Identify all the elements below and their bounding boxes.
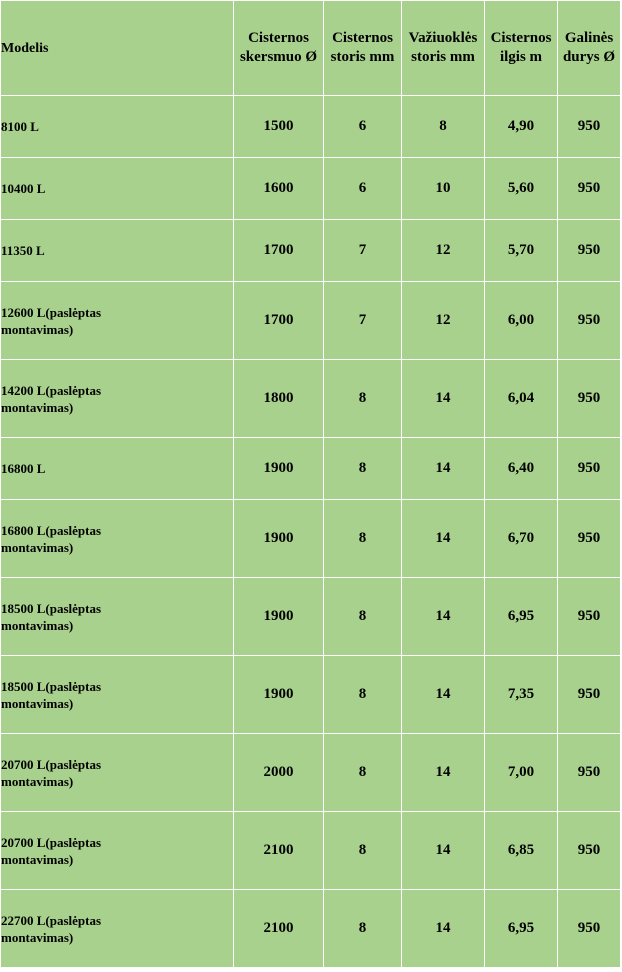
header-model: Modelis [1,1,234,96]
cell-chassis-thickness: 10 [402,158,485,220]
cell-tank-length: 7,35 [485,656,558,734]
cell-tank-length: 7,00 [485,734,558,812]
cell-rear-door: 950 [558,96,621,158]
cell-chassis-thickness: 14 [402,890,485,968]
table-row [1,220,621,282]
cell-rear-door: 950 [558,656,621,734]
cell-tank-diameter: 1500 [234,96,324,158]
cell-chassis-thickness: 14 [402,734,485,812]
cell-chassis-thickness: 14 [402,500,485,578]
cell-tank-thickness: 8 [324,656,402,734]
cell-chassis-thickness: 14 [402,438,485,500]
cell-chassis-thickness: 12 [402,220,485,282]
cell-rear-door: 950 [558,438,621,500]
cell-tank-diameter: 1900 [234,438,324,500]
cell-tank-diameter: 1900 [234,578,324,656]
cell-tank-length: 6,00 [485,282,558,360]
cell-rear-door: 950 [558,578,621,656]
cell-rear-door: 950 [558,812,621,890]
table-body [1,96,621,968]
table-row [1,578,621,656]
cell-tank-thickness: 6 [324,96,402,158]
cell-model: 16800 L(paslėptas montavimas) [1,500,234,578]
cell-tank-diameter: 1800 [234,360,324,438]
cell-rear-door: 950 [558,220,621,282]
cell-model: 22700 L(paslėptas montavimas) [1,890,234,968]
cell-tank-thickness: 7 [324,282,402,360]
cell-tank-diameter: 1600 [234,158,324,220]
cell-tank-length: 6,95 [485,890,558,968]
cell-chassis-thickness: 8 [402,96,485,158]
cell-tank-thickness: 8 [324,890,402,968]
cell-model: 11350 L [1,220,234,282]
cell-tank-thickness: 7 [324,220,402,282]
cell-rear-door: 950 [558,282,621,360]
header-row [1,1,621,96]
table-row [1,500,621,578]
cell-model: 18500 L(paslėptas montavimas) [1,656,234,734]
header-rear-door: Galinės durys Ø [558,1,621,96]
table-row [1,438,621,500]
cell-rear-door: 950 [558,360,621,438]
cell-chassis-thickness: 14 [402,812,485,890]
cell-rear-door: 950 [558,890,621,968]
cell-rear-door: 950 [558,158,621,220]
cell-model: 16800 L [1,438,234,500]
cell-chassis-thickness: 12 [402,282,485,360]
cell-chassis-thickness: 14 [402,578,485,656]
cell-tank-diameter: 1900 [234,500,324,578]
cell-chassis-thickness: 14 [402,656,485,734]
cell-tank-diameter: 2100 [234,890,324,968]
table-row [1,360,621,438]
cell-tank-length: 6,40 [485,438,558,500]
cell-tank-length: 6,85 [485,812,558,890]
cell-tank-diameter: 2100 [234,812,324,890]
table-row [1,158,621,220]
cell-tank-length: 5,60 [485,158,558,220]
cell-tank-length: 6,70 [485,500,558,578]
cell-model: 18500 L(paslėptas montavimas) [1,578,234,656]
cell-model: 20700 L(paslėptas montavimas) [1,812,234,890]
cell-tank-thickness: 8 [324,812,402,890]
cell-tank-length: 6,04 [485,360,558,438]
cell-tank-thickness: 8 [324,500,402,578]
cell-rear-door: 950 [558,500,621,578]
cell-tank-diameter: 2000 [234,734,324,812]
table-row [1,656,621,734]
cell-model: 10400 L [1,158,234,220]
table-row [1,96,621,158]
cell-tank-diameter: 1700 [234,220,324,282]
cell-tank-thickness: 8 [324,438,402,500]
cell-model: 14200 L(paslėptas montavimas) [1,360,234,438]
cell-model: 20700 L(paslėptas montavimas) [1,734,234,812]
table-row [1,282,621,360]
cell-tank-thickness: 8 [324,360,402,438]
table-row [1,734,621,812]
cell-rear-door: 950 [558,734,621,812]
cell-tank-length: 6,95 [485,578,558,656]
header-chassis-thickness: Važiuoklės storis mm [402,1,485,96]
cell-chassis-thickness: 14 [402,360,485,438]
cell-tank-thickness: 8 [324,578,402,656]
cell-tank-thickness: 8 [324,734,402,812]
cell-tank-thickness: 6 [324,158,402,220]
cell-model: 8100 L [1,96,234,158]
cell-tank-diameter: 1900 [234,656,324,734]
header-tank-thickness: Cisternos storis mm [324,1,402,96]
cell-tank-length: 5,70 [485,220,558,282]
table-row [1,890,621,968]
table-row [1,812,621,890]
header-tank-diameter: Cisternos skersmuo Ø [234,1,324,96]
header-tank-length: Cisternos ilgis m [485,1,558,96]
cell-tank-diameter: 1700 [234,282,324,360]
cell-tank-length: 4,90 [485,96,558,158]
cell-model: 12600 L(paslėptas montavimas) [1,282,234,360]
